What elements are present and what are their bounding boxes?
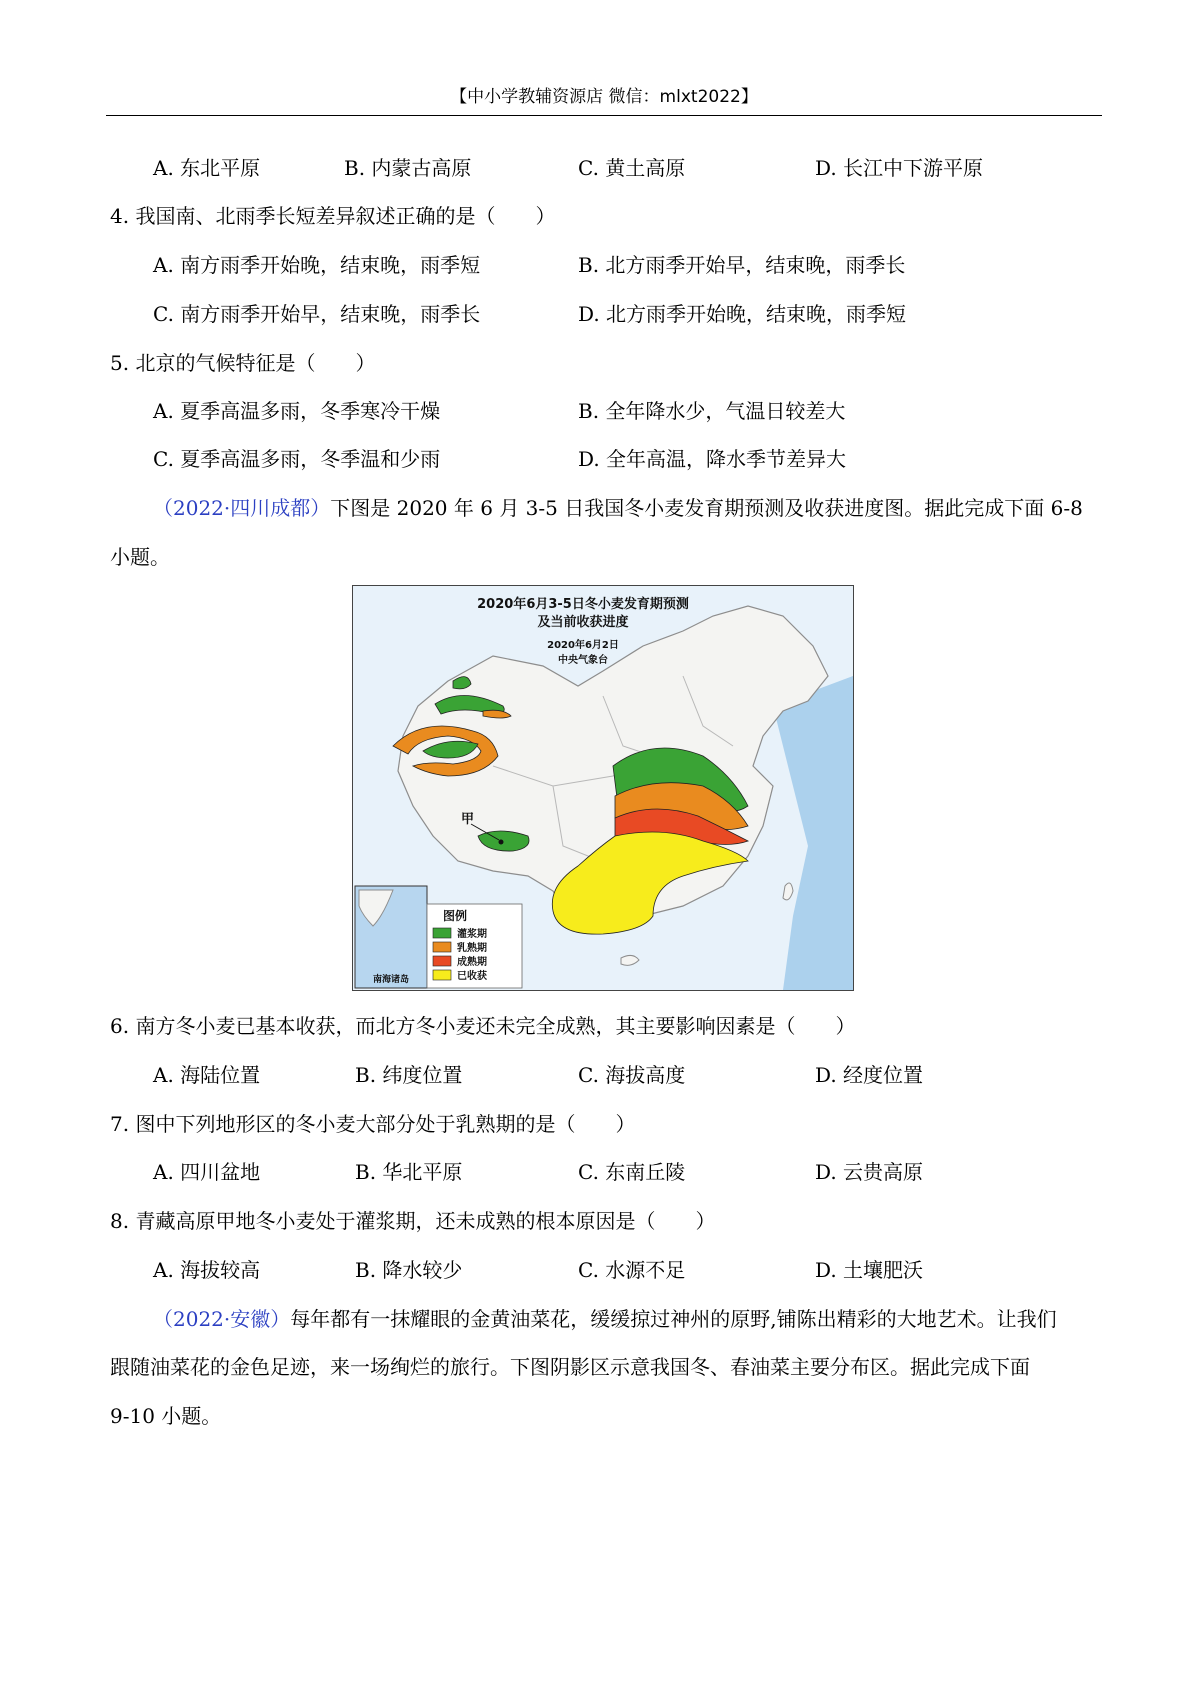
q6-option-a: A. 海陆位置 — [153, 1063, 261, 1087]
q3-option-b: B. 内蒙古高原 — [344, 156, 472, 180]
q7-option-c: C. 东南丘陵 — [578, 1160, 686, 1184]
q8-option-b: B. 降水较少 — [355, 1258, 463, 1282]
q4-option-c: C. 南方雨季开始早，结束晚，雨季长 — [153, 302, 481, 326]
legend-swatch-mature — [433, 956, 451, 966]
q7-option-d: D. 云贵高原 — [815, 1160, 924, 1184]
q5-stem: 5. 北京的气候特征是（ ） — [110, 351, 376, 375]
legend-swatch-milk — [433, 942, 451, 952]
q7-option-a: A. 四川盆地 — [153, 1160, 261, 1184]
q3-option-c: C. 黄土高原 — [578, 156, 686, 180]
wheat-development-map — [352, 585, 854, 991]
q7-stem: 7. 图中下列地形区的冬小麦大部分处于乳熟期的是（ ） — [110, 1112, 636, 1136]
passage1-line2: 小题。 — [110, 545, 170, 569]
legend-label-milk: 乳熟期 — [457, 943, 487, 954]
passage2-source: （2022·安徽） — [153, 1307, 291, 1331]
q6-option-d: D. 经度位置 — [815, 1063, 924, 1087]
q4-stem: 4. 我国南、北雨季长短差异叙述正确的是（ ） — [110, 204, 556, 228]
q5-option-b: B. 全年降水少，气温日较差大 — [578, 399, 846, 423]
q8-option-d: D. 土壤肥沃 — [815, 1258, 924, 1282]
map-agency: 中央气象台 — [558, 655, 608, 666]
passage1-text: 下图是 2020 年 6 月 3-5 日我国冬小麦发育期预测及收获进度图。据此完成下面 6-8 — [330, 496, 1083, 520]
map-title-line1: 2020年6月3-5日冬小麦发育期预测 — [477, 597, 689, 612]
q5-option-d: D. 全年高温，降水季节差异大 — [578, 447, 847, 471]
page-header: 【中小学教辅资源店 微信：mlxt2022】 — [450, 87, 758, 107]
legend-label-harvested: 已收获 — [457, 971, 487, 982]
q6-option-c: C. 海拔高度 — [578, 1063, 686, 1087]
map-legend — [427, 904, 522, 988]
q5-option-c: C. 夏季高温多雨，冬季温和少雨 — [153, 447, 441, 471]
q3-option-d: D. 长江中下游平原 — [815, 156, 984, 180]
legend-swatch-harvested — [433, 970, 451, 980]
passage2-line3: 9-10 小题。 — [110, 1404, 222, 1428]
q8-option-a: A. 海拔较高 — [153, 1258, 261, 1282]
legend-title: 图例 — [443, 909, 468, 923]
passage1-source: （2022·四川成都） — [153, 496, 331, 520]
q6-stem: 6. 南方冬小麦已基本收获，而北方冬小麦还未完全成熟，其主要影响因素是（ ） — [110, 1014, 856, 1038]
q8-option-c: C. 水源不足 — [578, 1258, 686, 1282]
q4-option-b: B. 北方雨季开始早，结束晚，雨季长 — [578, 253, 906, 277]
map-title-line2: 及当前收获进度 — [537, 615, 629, 630]
q3-option-a: A. 东北平原 — [153, 156, 261, 180]
q5-option-a: A. 夏季高温多雨，冬季寒冷干燥 — [153, 399, 441, 423]
passage1-line1 — [153, 494, 1083, 522]
passage2-line2: 跟随油菜花的金色足迹，来一场绚烂的旅行。下图阴影区示意我国冬、春油菜主要分布区。据此完成下面 — [110, 1355, 1030, 1379]
q6-option-b: B. 纬度位置 — [355, 1063, 463, 1087]
map-date: 2020年6月2日 — [547, 640, 619, 651]
q4-option-a: A. 南方雨季开始晚，结束晚，雨季短 — [153, 253, 481, 277]
legend-label-filling: 灌浆期 — [457, 929, 487, 940]
legend-label-mature: 成熟期 — [457, 957, 487, 968]
legend-swatch-filling — [433, 928, 451, 938]
passage2-text1: 每年都有一抹耀眼的金黄油菜花，缓缓掠过神州的原野,铺陈出精彩的大地艺术。让我们 — [290, 1307, 1057, 1331]
map-marker-jia: 甲 — [461, 812, 475, 827]
q8-stem: 8. 青藏高原甲地冬小麦处于灌浆期，还未成熟的根本原因是（ ） — [110, 1209, 716, 1233]
passage2-line1 — [153, 1305, 1057, 1333]
map-inset-label: 南海诸岛 — [372, 975, 410, 985]
q7-option-b: B. 华北平原 — [355, 1160, 463, 1184]
q4-option-d: D. 北方雨季开始晚，结束晚，雨季短 — [578, 302, 907, 326]
header-divider — [106, 115, 1102, 116]
